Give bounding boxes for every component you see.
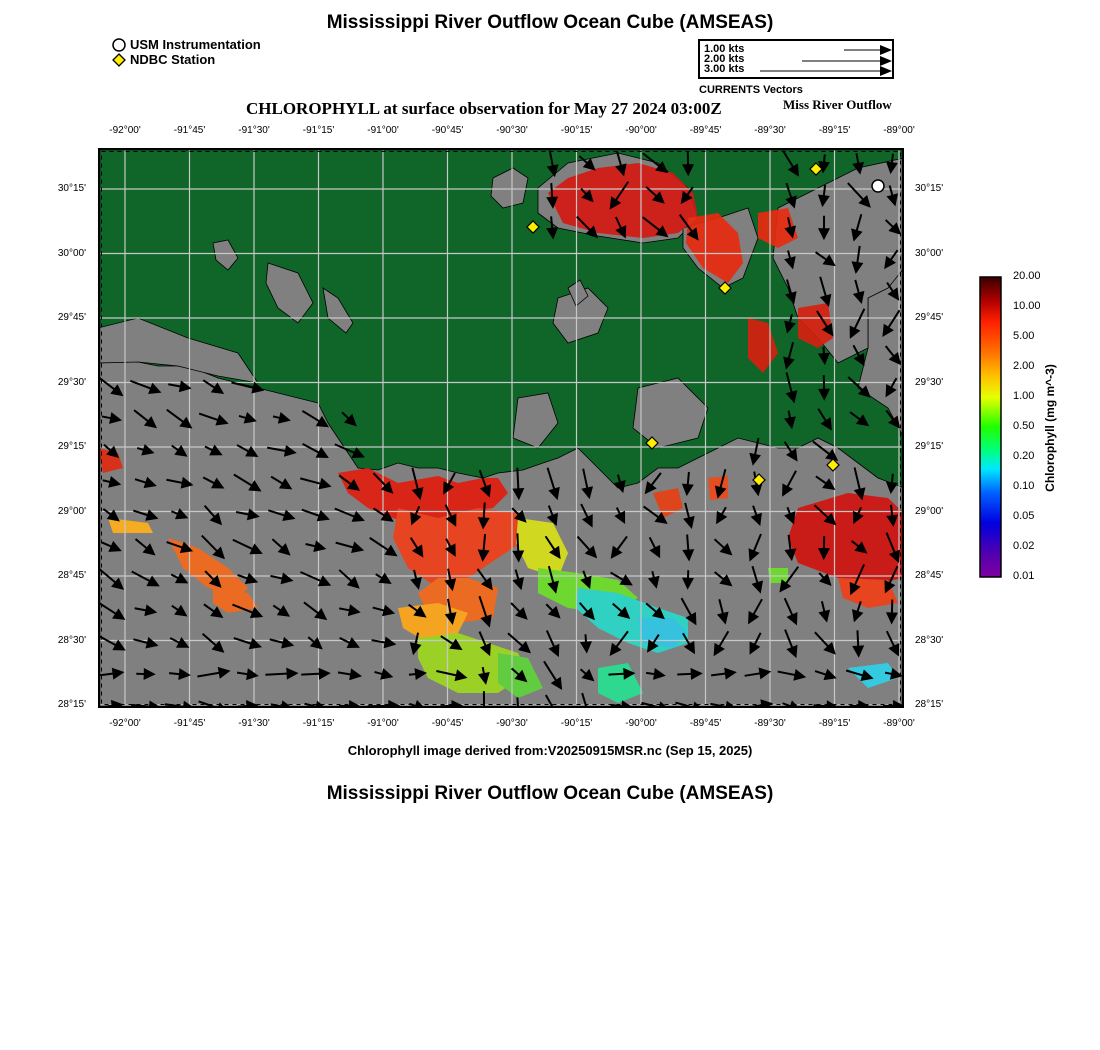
map-subtitle: CHLOROPHYLL at surface observation for May 27 2024 03:00Z [246,99,722,118]
colorbar-tick-label: 2.00 [1013,360,1035,372]
lon-tick-label: -92°00' [109,718,141,729]
colorbar-tick-label: 0.01 [1013,570,1035,582]
lon-tick-label: -90°15' [560,718,593,729]
lon-tick-label: -91°15' [302,125,335,136]
lat-tick-label: 29°15' [57,441,86,452]
vector-key-entry-2: 2.00 kts [704,53,745,65]
usm-legend [112,37,261,52]
lat-tick-label: 29°00' [915,505,944,517]
colorbar-tick-label: 5.00 [1013,330,1035,342]
lat-tick-label: 29°45' [915,312,944,323]
lon-tick-label: -90°45' [431,718,464,729]
lon-tick-label: -89°45' [689,718,722,729]
ndbc-legend [112,52,215,67]
lat-tick-label: 30°00' [915,247,944,259]
chlorophyll-map [98,148,904,708]
image-source-caption: Chlorophyll image derived from:V20250915MSR.nc (Sep 15, 2025) [347,743,753,758]
colorbar-tick-label: 1.00 [1013,390,1035,402]
lon-tick-label: -90°15' [560,125,593,136]
lon-tick-label: -91°00' [367,125,399,136]
lon-tick-label: -89°15' [818,125,851,136]
lat-tick-label: 30°00' [57,247,86,259]
colorbar-tick-label: 0.50 [1013,420,1035,432]
lon-tick-label: -91°45' [173,125,206,136]
lon-tick-label: -90°30' [496,125,528,136]
lon-tick-label: -89°15' [818,718,851,729]
vector-key-entry-3: 3.00 kts [704,63,745,75]
usm-legend-label: USM Instrumentation [130,37,261,52]
lat-tick-label: 29°45' [57,312,86,323]
colorbar-title: Chlorophyll (mg m^-3) [1043,364,1057,492]
lat-tick-label: 30°15' [57,183,86,194]
colorbar [978,275,1004,580]
vector-key-entry-1: 1.00 kts [704,43,745,55]
lon-tick-label: -89°00' [883,125,915,136]
region-label: Miss River Outflow [783,97,892,112]
usm-circle-icon [112,38,126,52]
lat-tick-label: 28°15' [915,699,944,710]
lat-tick-label: 29°30' [57,376,86,388]
colorbar-tick-label: 10.00 [1013,300,1041,312]
usm-station-marker [872,180,884,192]
lon-tick-label: -92°00' [109,125,141,136]
lon-tick-label: -91°45' [173,718,206,729]
lon-tick-label: -90°00' [625,718,657,729]
lon-tick-label: -91°15' [302,718,335,729]
lat-tick-label: 28°15' [57,699,86,710]
lat-tick-label: 29°00' [57,505,86,517]
lon-tick-label: -90°00' [625,125,657,136]
lon-tick-label: -90°30' [496,718,528,729]
colorbar-tick-label: 0.02 [1013,540,1035,552]
lat-tick-label: 29°30' [915,376,944,388]
colorbar-tick-label: 0.10 [1013,480,1035,492]
lon-tick-label: -91°30' [238,125,270,136]
main-title: Mississippi River Outflow Ocean Cube (AMSEAS) [326,12,774,33]
lat-tick-label: 30°15' [915,183,944,194]
colorbar-tick-label: 0.20 [1013,450,1035,462]
lat-tick-label: 28°30' [57,634,86,646]
vector-key-caption: CURRENTS Vectors [699,84,803,96]
lon-tick-label: -91°30' [238,718,270,729]
ndbc-diamond-icon [112,53,126,67]
second-title: Mississippi River Outflow Ocean Cube (AMSEAS) [326,783,774,804]
lon-tick-label: -89°45' [689,125,722,136]
lat-tick-label: 28°45' [57,570,86,581]
lon-tick-label: -89°00' [883,718,915,729]
colorbar-tick-label: 20.00 [1013,270,1041,282]
lon-tick-label: -91°00' [367,718,399,729]
lat-tick-label: 28°30' [915,634,944,646]
vector-key-box [698,39,894,79]
lon-tick-label: -90°45' [431,125,464,136]
lat-tick-label: 28°45' [915,570,944,581]
lon-tick-label: -89°30' [754,718,786,729]
colorbar-tick-label: 0.05 [1013,510,1035,522]
ndbc-legend-label: NDBC Station [130,52,216,67]
vector-key-arrows [700,41,896,81]
lat-tick-label: 29°15' [915,441,944,452]
lon-tick-label: -89°30' [754,125,786,136]
